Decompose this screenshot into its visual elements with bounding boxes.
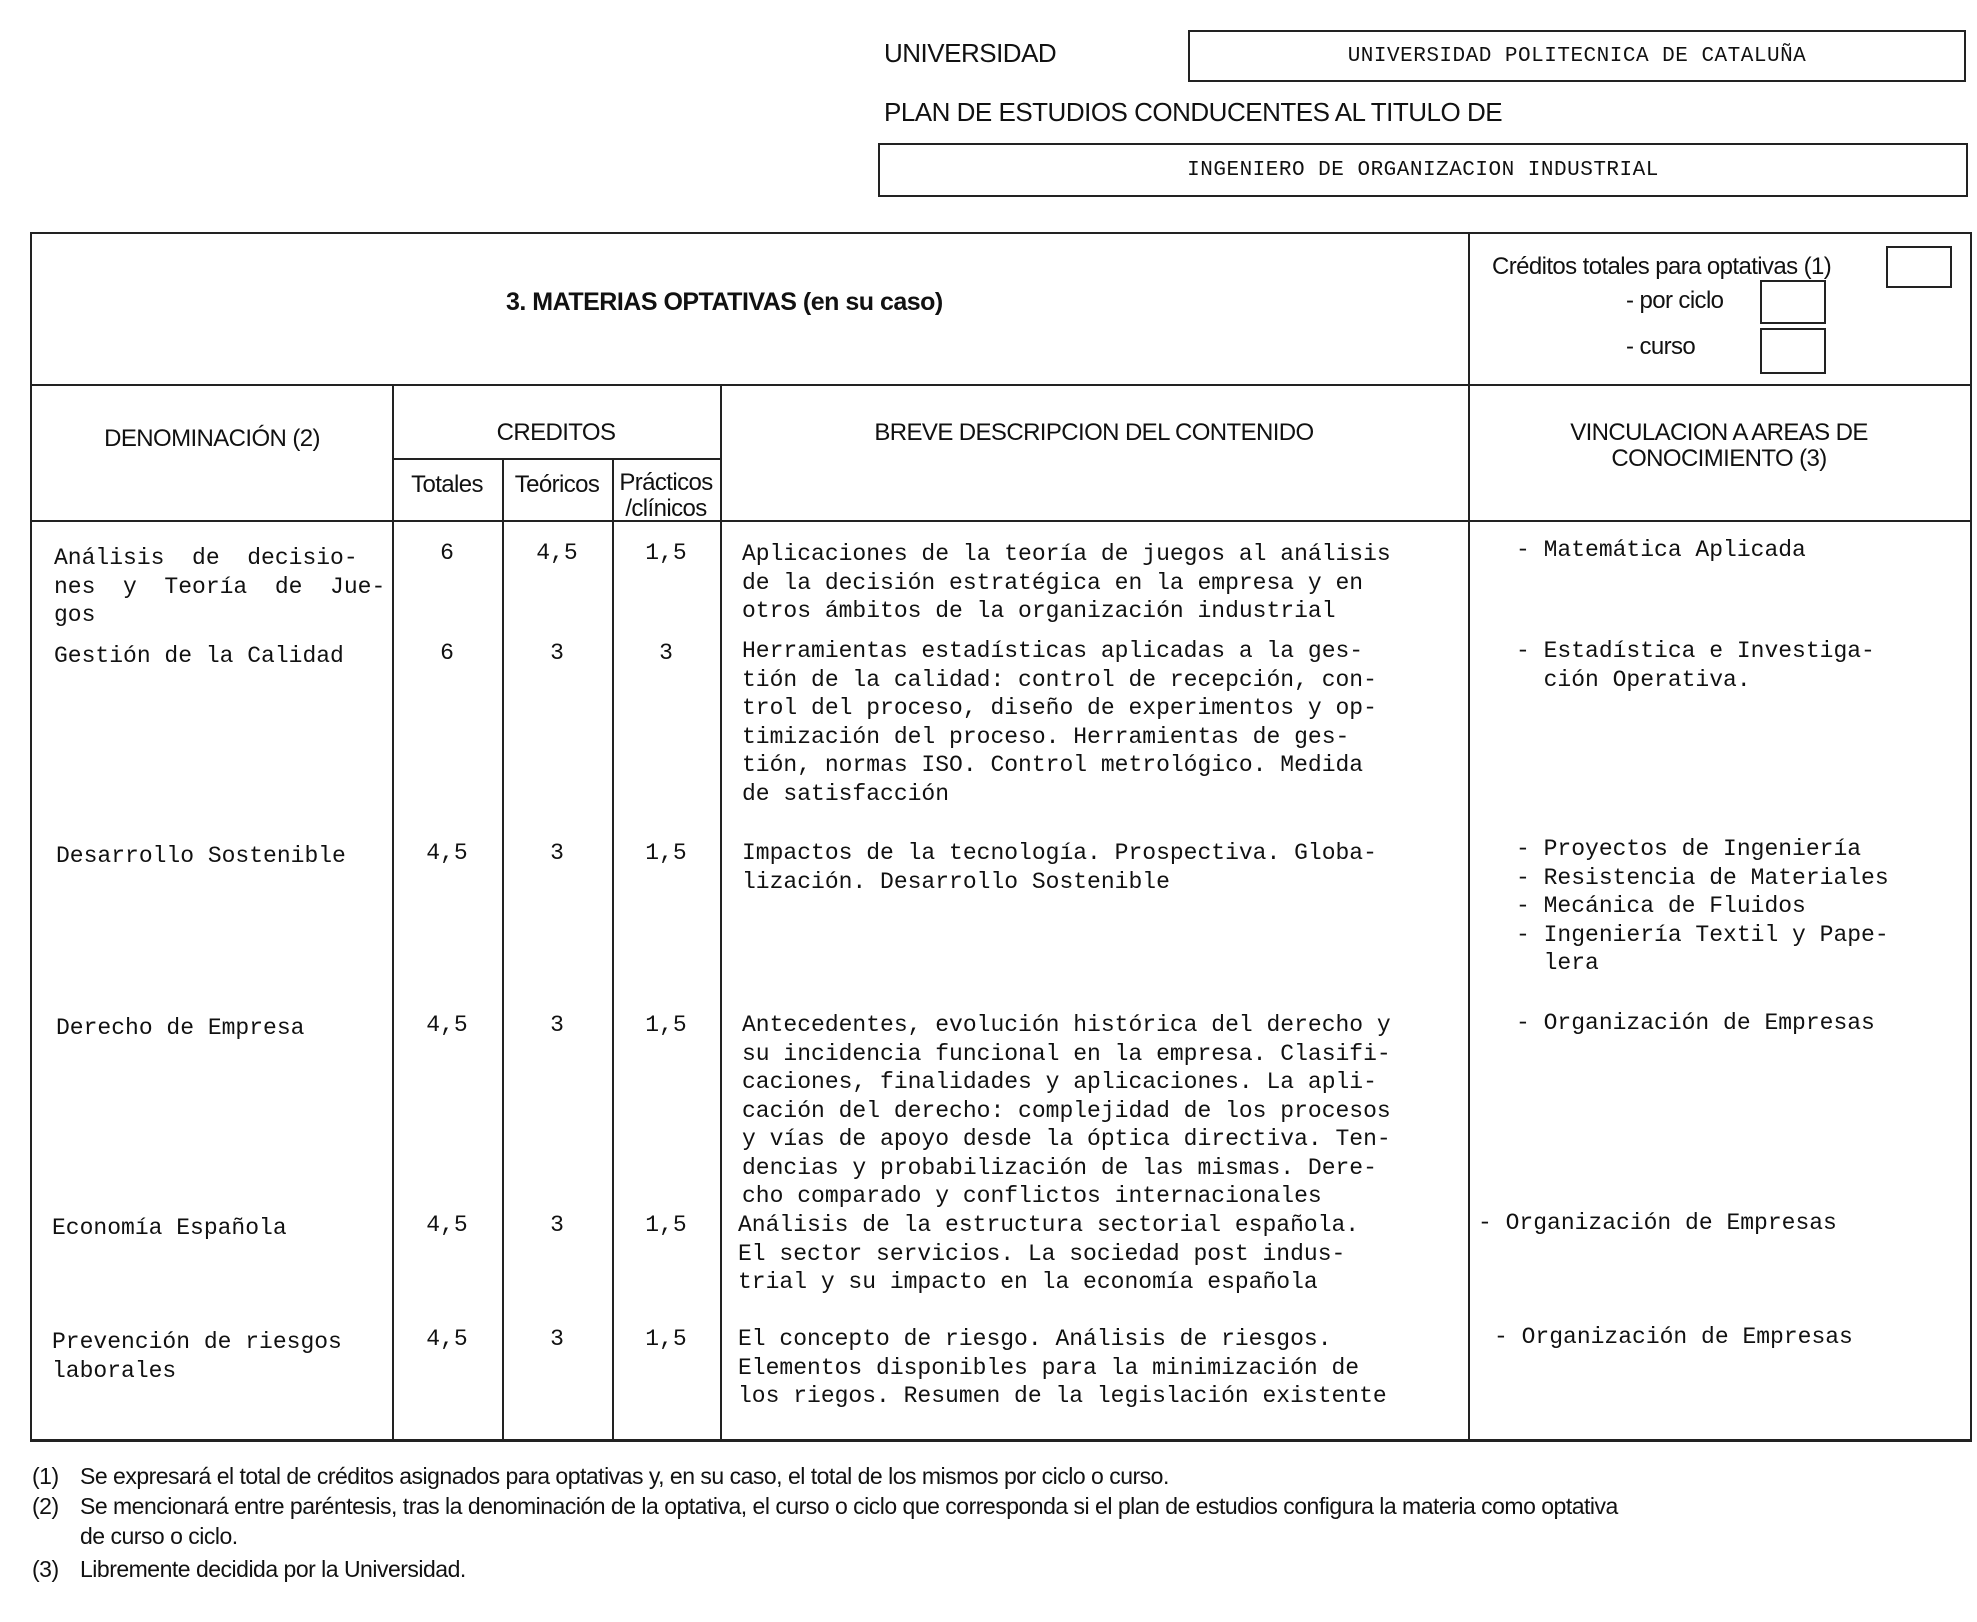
footnote-2 xyxy=(32,1492,1618,1521)
knowledge-areas: - Organización de Empresas xyxy=(1516,1010,1875,1036)
credits-practice: 1,5 xyxy=(645,1012,687,1038)
credits-total-label: Créditos totales para optativas (1) xyxy=(1492,253,1832,280)
credits-total: 4,5 xyxy=(426,1212,468,1238)
footnote-2-continued xyxy=(32,1522,238,1551)
subject-description: Impactos de la tecnología. Prospectiva. Globa- lización. Desarrollo Sostenible xyxy=(742,840,1377,895)
knowledge-areas: - Organización de Empresas xyxy=(1494,1324,1853,1350)
credits-total: 6 xyxy=(440,540,454,566)
knowledge-areas: - Organización de Empresas xyxy=(1478,1210,1837,1236)
credits-theory: 3 xyxy=(550,840,564,866)
credits-theory: 4,5 xyxy=(536,540,578,566)
footnote-text: Se expresará el total de créditos asignados para optativas y, en su caso, el total de los mismos por ciclo o curso. xyxy=(80,1463,1169,1489)
subject-name: Gestión de la Calidad xyxy=(54,643,344,669)
subject-description: Herramientas estadísticas aplicadas a la ges- tión de la calidad: control de recepción, con- trol del proceso, diseño de experimentos y op- timización del proceso. Herramientas de ges- tión, normas ISO. Control metrológico. Medida de satisfacción xyxy=(742,638,1377,807)
footnote-text: de curso o ciclo. xyxy=(80,1523,238,1549)
optional-subjects-table xyxy=(30,232,1972,1442)
knowledge-areas: - Proyectos de Ingeniería - Resistencia de Materiales - Mecánica de Fluidos - Ingeniería Textil y Pape- lera xyxy=(1516,836,1889,976)
footnote-text: Se mencionará entre paréntesis, tras la denominación de la optativa, el curso o ciclo que corresponda si el plan de estudios configura la materia como optativa xyxy=(80,1493,1618,1519)
footnote-1 xyxy=(32,1462,1169,1491)
per-cycle-box[interactable] xyxy=(1760,280,1826,324)
credits-total: 4,5 xyxy=(426,1326,468,1352)
divider-theory-practice xyxy=(612,458,614,1439)
credits-practice: 3 xyxy=(659,640,673,666)
university-label: UNIVERSIDAD xyxy=(884,38,1057,68)
credits-total: 4,5 xyxy=(426,840,468,866)
per-cycle-label: - por ciclo xyxy=(1626,287,1724,314)
footnote-number: (3) xyxy=(32,1556,59,1582)
credits-practice: 1,5 xyxy=(645,540,687,566)
subject-description: Aplicaciones de la teoría de juegos al análisis de la decisión estratégica en la empresa y en otros ámbitos de la organización industrial xyxy=(742,541,1391,624)
subject-name: Derecho de Empresa xyxy=(56,1015,305,1041)
column-header-credits: CREDITOS xyxy=(496,419,616,446)
subject-name: Desarrollo Sostenible xyxy=(56,843,346,869)
credits-subheader-divider xyxy=(392,458,720,460)
credits-total-box[interactable] xyxy=(1886,246,1952,288)
subject-name: Prevención de riesgos laborales xyxy=(52,1329,342,1384)
divider-totals-theory xyxy=(502,458,504,1439)
credits-total: 6 xyxy=(440,640,454,666)
column-header-practice-2: /clínicos xyxy=(625,495,707,522)
footnote-number: (2) xyxy=(32,1493,59,1519)
credits-theory: 3 xyxy=(550,1326,564,1352)
subject-description: Antecedentes, evolución histórica del derecho y su incidencia funcional en la empresa. Clasifi- caciones, finalidades y aplicaciones. La apli- cación del derecho: complejidad de los procesos y vías de apoyo desde la óptica directiva. Ten- dencias y probabilización de las mismas. Dere- cho comparado y conflictos internacionales xyxy=(742,1012,1391,1209)
credits-theory: 3 xyxy=(550,1012,564,1038)
knowledge-areas: - Matemática Aplicada xyxy=(1516,537,1806,563)
divider-right-section xyxy=(1468,234,1470,1439)
subject-description: Análisis de la estructura sectorial española. El sector servicios. La sociedad post indus- trial y su impacto en la economía española xyxy=(738,1212,1360,1295)
credits-theory: 3 xyxy=(550,1212,564,1238)
subject-name: Análisis de decisio- nes y Teoría de Jue- gos xyxy=(54,545,386,628)
subject-description: El concepto de riesgo. Análisis de riesgos. Elementos disponibles para la minimización de los riegos. Resumen de la legislación existente xyxy=(738,1326,1387,1409)
divider-credits-description xyxy=(720,384,722,1439)
credits-practice: 1,5 xyxy=(645,1212,687,1238)
footnote-number: (1) xyxy=(32,1463,59,1489)
knowledge-areas: - Estadística e Investiga- ción Operativa. xyxy=(1516,638,1875,693)
column-header-totals: Totales xyxy=(411,471,483,498)
degree-value-box xyxy=(878,143,1968,197)
column-header-theory: Teóricos xyxy=(514,471,600,498)
title-row-divider xyxy=(32,384,1970,386)
degree-value: INGENIERO DE ORGANIZACION INDUSTRIAL xyxy=(1187,158,1659,182)
plan-label: PLAN DE ESTUDIOS CONDUCENTES AL TITULO DE xyxy=(884,97,1503,127)
footnote-text: Libremente decidida por la Universidad. xyxy=(80,1556,466,1582)
credits-total: 4,5 xyxy=(426,1012,468,1038)
column-header-name: DENOMINACIÓN (2) xyxy=(104,425,320,452)
university-value: UNIVERSIDAD POLITECNICA DE CATALUÑA xyxy=(1347,44,1807,68)
column-header-practice-1: Prácticos xyxy=(619,469,713,496)
credits-practice: 1,5 xyxy=(645,1326,687,1352)
subject-name: Economía Española xyxy=(52,1215,287,1241)
column-header-areas-1: VINCULACION A AREAS DE xyxy=(1570,419,1868,446)
credits-practice: 1,5 xyxy=(645,840,687,866)
header-row-divider xyxy=(32,520,1970,522)
column-header-areas-2: CONOCIMIENTO (3) xyxy=(1611,445,1827,472)
section-title: 3. MATERIAS OPTATIVAS (en su caso) xyxy=(506,288,943,316)
per-course-box[interactable] xyxy=(1760,328,1826,374)
column-header-description: BREVE DESCRIPCION DEL CONTENIDO xyxy=(874,419,1314,446)
per-course-label: - curso xyxy=(1626,333,1696,360)
credits-theory: 3 xyxy=(550,640,564,666)
university-value-box xyxy=(1188,30,1966,82)
footnote-3 xyxy=(32,1555,466,1584)
